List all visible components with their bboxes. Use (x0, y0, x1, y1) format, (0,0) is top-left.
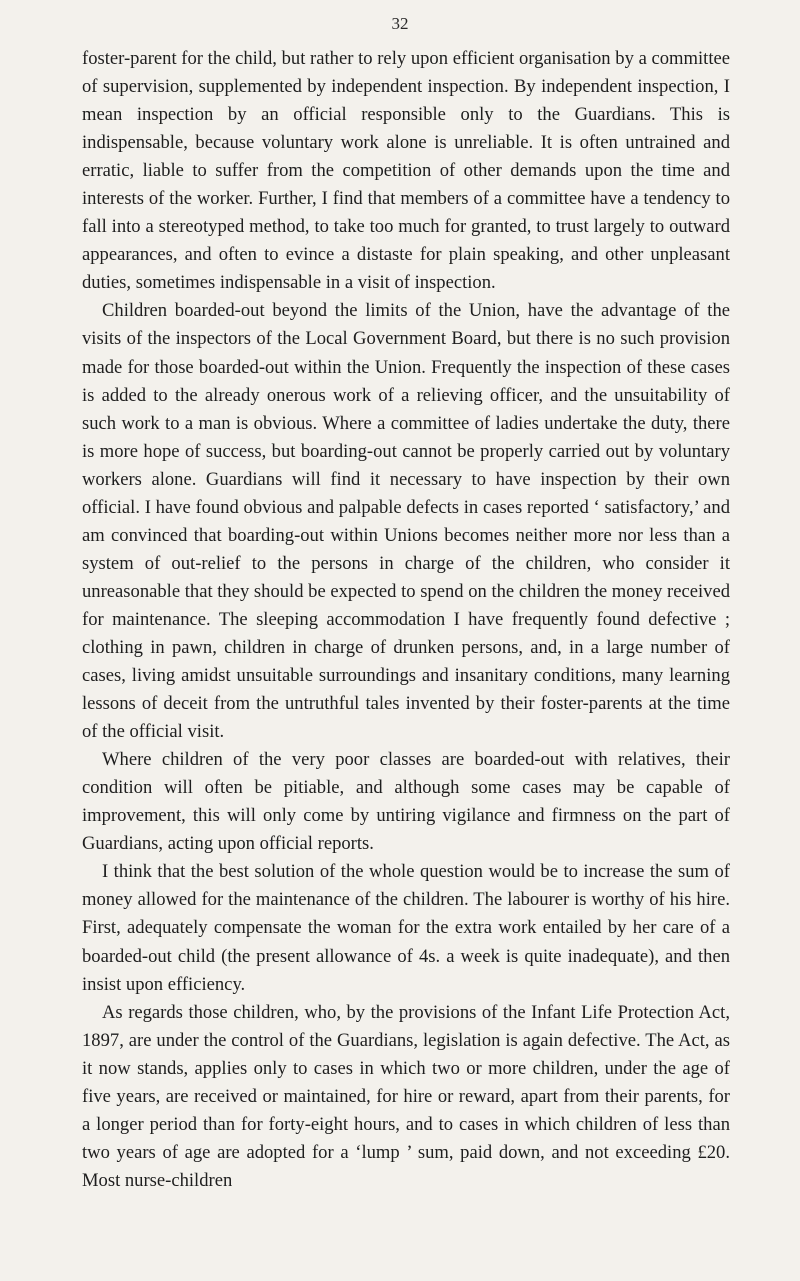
paragraph: Where children of the very poor classes are boarded-out with relatives, their condition will often be pitiable, and although some cases may be capable of improvement, this will only come by untiring vigilance and firmness on the part of Guardians, acting upon official reports. (82, 749, 730, 855)
page-number: 32 (391, 14, 409, 33)
paragraph: Children boarded-out beyond the limits of the Union, have the advantage of the visits of the inspectors of the Local Government Board, but there is no such provision made for those boarded-out within the Union. Frequently the inspection of these cases is added to the already onerous work of a relieving officer, and the unsuitability of such work to a man is obvious. Where a committee of ladies undertake the duty, there is more hope of success, but boarding-out cannot be properly carried out by voluntary workers alone. Guardians will find it necessary to have inspection by their own official. I have found obvious and palpable defects in cases reported ‘ satisfactory,’ and am convinced that boarding-out within Unions becomes neither more nor less than a system of out-relief to the persons in charge of the children, who consider it unreasonable that they should be expected to spend on the children the money received for maintenance. The sleeping accommodation I have frequently found defective ; clothing in pawn, children in charge of drunken persons, and, in a large number of cases, living amidst unsuitable surroundings and insanitary conditions, many learning lessons of deceit from the untruthful tales invented by their foster-parents at the time of the official visit. (82, 300, 730, 743)
paragraph: As regards those children, who, by the provisions of the Infant Life Protection Act, 1897, are under the control of the Guardians, legislation is again defective. The Act, as it now stands, applies only to cases in which two or more children, under the age of five years, are received or maintained, for hire or reward, apart from their parents, for a longer period than for forty-eight hours, and to cases in which children of less than two years of age are adopted for a ‘lump ’ sum, paid down, and not exceeding £20. Most nurse-children (82, 1001, 730, 1191)
paragraph: foster-parent for the child, but rather to rely upon efficient organisation by a committee of supervision, supplemented by independent inspection. By independent inspection, I mean inspection by an official responsible only to the Guardians. This is indispensable, because voluntary work alone is unreliable. It is often untrained and erratic, liable to suffer from the competition of other demands upon the time and interests of the worker. Further, I find that members of a committee have a tendency to fall into a stereotyped method, to take too much for granted, to trust largely to outward appearances, and often to evince a distaste for plain speaking, and other unpleasant duties, sometimes indispensable in a visit of inspection. (82, 48, 730, 294)
body-text (82, 45, 730, 1195)
paragraph: I think that the best solution of the whole question would be to increase the sum of money allowed for the maintenance of the children. The labourer is worthy of his hire. First, adequately compensate the woman for the extra work entailed by her care of a boarded-out child (the present allowance of 4s. a week is quite inadequate), and then insist upon efficiency. (82, 861, 730, 995)
